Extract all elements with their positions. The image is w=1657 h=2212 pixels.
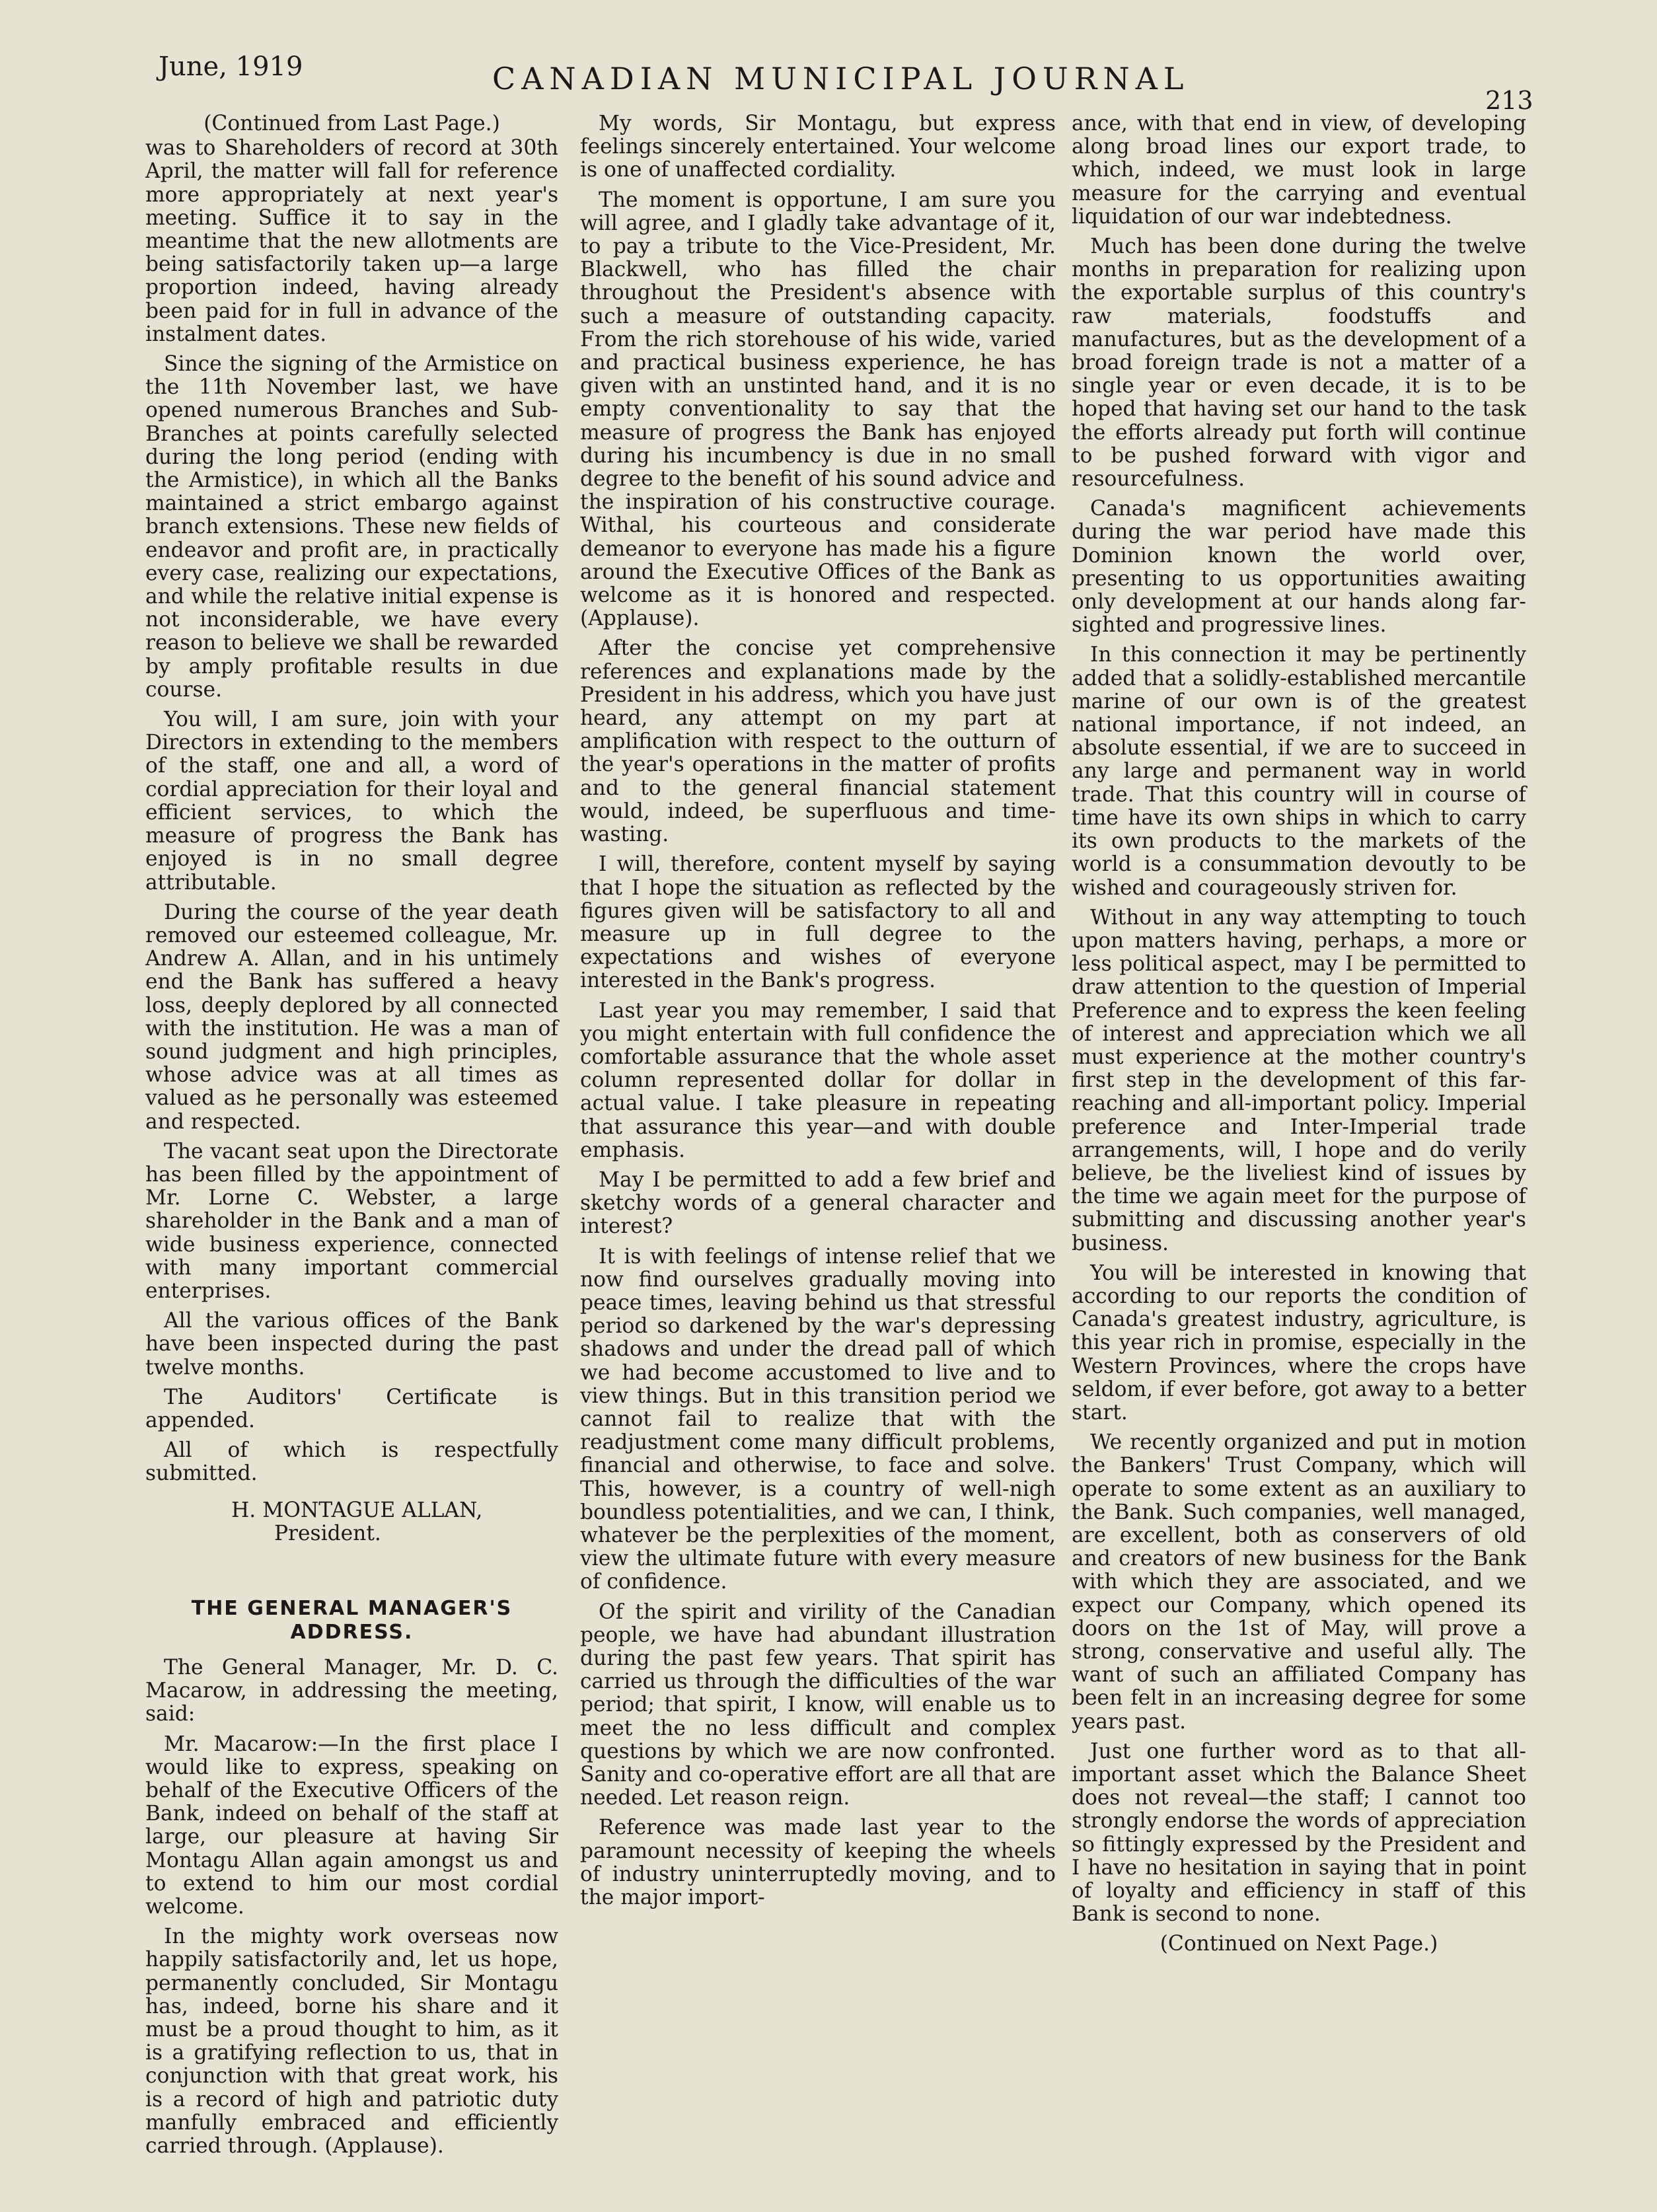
paragraph: You will, I am sure, join with your Directors in extending to the members of the staff, one and all, a word of cordial appreciation for their loyal and efficient services, to which the measure of progress the Bank has enjoyed is in no small degree attributable. (145, 708, 558, 895)
paragraph: The General Manager, Mr. D. C. Macarow, in addressing the meeting, said: (145, 1655, 558, 1726)
paragraph: Canada's magnificent achievements during the war period have made this Dominion known the world over, presenting to us opportunities awaiting only development at our hands along far-sighted and progressive lines. (1072, 497, 1526, 638)
signature-name: H. MONTAGUE ALLAN, (231, 1498, 483, 1522)
paragraph: The Auditors' Certificate is appended. (145, 1385, 558, 1432)
column-1 (145, 112, 558, 2158)
column-2 (580, 112, 1056, 1909)
issue-date: June, 1919 (159, 52, 303, 82)
continued-from-note: (Continued from Last Page.) (203, 112, 500, 135)
paragraph: was to Shareholders of record at 30th April, the matter will fall for reference more appropriately at next year's meeting. Suffice it to say in the meantime that the new allotments are being satisfactorily taken up—a large proportion indeed, having already been paid for in full in advance of the instalment dates. (145, 136, 558, 346)
paragraph: Last year you may remember, I said that you might entertain with full confidence the comfortable assurance that the whole asset column represented dollar for dollar in actual value. I take pleasure in repeating that assurance this year—and with double emphasis. (580, 998, 1056, 1162)
paragraph: Mr. Macarow:—In the first place I would like to express, speaking on behalf of the Executive Officers of the Bank, indeed on behalf of the staff at large, our pleasure at having Sir Montagu Allan again amongst us and to extend to him our most cordial welcome. (145, 1732, 558, 1919)
paragraph: Without in any way attempting to touch upon matters having, perhaps, a more or less political aspect, may I be permitted to draw attention to the question of Imperial Preference and to express the keen feeling of interest and appreciation which we all must experience at the mother country's first step in the development of this far-reaching and all-important policy. Imperial preference and Inter-Imperial trade arrangements, will, I hope and do verily believe, be the liveliest kind of issues by the time we again meet for the purpose of submitting and discussing another year's business. (1072, 905, 1526, 1255)
paragraph: Just one further word as to that all-important asset which the Balance Sheet does not reveal—the staff; I cannot too strongly endorse the words of appreciation so fittingly expressed by the President and I have no hesitation in saying that in point of loyalty and efficiency in staff of this Bank is second to none. (1072, 1739, 1526, 1927)
paragraph: We recently organized and put in motion the Bankers' Trust Company, which will operate to some extent as an auxiliary to the Bank. Such companies, well managed, are excellent, both as conservers of old and creators of new business for the Bank with which they are associated, and we expect our Company, which opened its doors on the 1st of May, will prove a strong, conservative and useful ally. The want of such an affiliated Company has been felt in an increasing degree for some years past. (1072, 1430, 1526, 1734)
paragraph: In this connection it may be pertinently added that a solidly-established mercantile marine of our own is of the greatest national importance, if not indeed, an absolute essential, if we are to succeed in any large and permanent way in world trade. That this country will in course of time have its own ships in which to carry its own products to the markets of the world is a consummation devoutly to be wished and courageously striven for. (1072, 643, 1526, 900)
signature-title: President. (274, 1521, 381, 1545)
section-heading: THE GENERAL MANAGER'S ADDRESS. (191, 1596, 513, 1644)
paragraph: During the course of the year death removed our esteemed colleague, Mr. Andrew A. Allan, and in his untimely end the Bank has suffered a heavy loss, deeply deplored by all connected with the institution. He was a man of sound judgment and high principles, whose advice was at all times as valued as he personally was esteemed and respected. (145, 900, 558, 1134)
continued-on-note: (Continued on Next Page.) (1160, 1932, 1438, 1956)
paragraph: I will, therefore, content myself by saying that I hope the situation as reflected by the figures given will be satisfactory to all and measure up in full degree to the expectations and wishes of everyone interested in the Bank's progress. (580, 852, 1056, 993)
paragraph: Of the spirit and virility of the Canadian people, we have had abundant illustration during the past few years. That spirit has carried us through the difficulties of the war period; that spirit, I know, will enable us to meet the no less difficult and complex questions by which we are now confronted. Sanity and co-operative effort are all that are needed. Let reason reign. (580, 1600, 1056, 1810)
page-number: 213 (1485, 86, 1533, 115)
paragraph: May I be permitted to add a few brief and sketchy words of a general character and interest? (580, 1167, 1056, 1239)
paragraph: The vacant seat upon the Directorate has been filled by the appointment of Mr. Lorne C. Webster, a large shareholder in the Bank and a man of wide business experience, connected with many important commercial enterprises. (145, 1139, 558, 1303)
paragraph: In the mighty work overseas now happily satisfactorily and, let us hope, permanently concluded, Sir Montagu has, indeed, borne his share and it must be a proud thought to him, as it is a gratifying reflection to us, that in conjunction with that great work, his is a record of high and patriotic duty manfully embraced and efficiently carried through. (Applause). (145, 1925, 558, 2158)
paragraph: All the various offices of the Bank have been inspected during the past twelve months. (145, 1309, 558, 1380)
paragraph: My words, Sir Montagu, but express feelings sincerely entertained. Your welcome is one of unaffected cordiality. (580, 112, 1056, 182)
journal-title: CANADIAN MUNICIPAL JOURNAL (492, 61, 1190, 96)
column-3 (1072, 112, 1526, 1956)
paragraph: All of which is respectfully submitted. (145, 1438, 558, 1486)
paragraph: After the concise yet comprehensive references and explanations made by the President in his address, which you have just heard, any attempt on my part at amplification with respect to the outturn of the year's operations in the matter of profits and to the general financial statement would, indeed, be superfluous and time-wasting. (580, 636, 1056, 847)
paragraph: Since the signing of the Armistice on the 11th November last, we have opened numerous Branches and Sub-Branches at points carefully selected during the long period (ending with the Armistice), in which all the Banks maintained a strict embargo against branch extensions. These new fields of endeavor and profit are, in practically every case, realizing our expectations, and while the relative initial expense is not inconsiderable, we have every reason to believe we shall be rewarded by amply profitable results in due course. (145, 352, 558, 702)
paragraph: You will be interested in knowing that according to our reports the condition of Canada's greatest industry, agriculture, is this year rich in promise, especially in the Western Provinces, where the crops have seldom, if ever before, got away to a better start. (1072, 1261, 1526, 1424)
paragraph: Reference was made last year to the paramount necessity of keeping the wheels of industry uninterruptedly moving, and to the major import- (580, 1816, 1056, 1910)
paragraph: Much has been done during the twelve months in preparation for realizing upon the exportable surplus of this country's raw materials, foodstuffs and manufactures, but as the development of a broad foreign trade is not a matter of a single year or even decade, it is to be hoped that having set our hand to the task the efforts already put forth will continue to be pushed forward with vigor and resourcefulness. (1072, 235, 1526, 492)
paragraph: The moment is opportune, I am sure you will agree, and I gladly take advantage of it, to pay a tribute to the Vice-President, Mr. Blackwell, who has filled the chair throughout the President's absence with such a measure of outstanding capacity. From the rich storehouse of his wide, varied and practical business experience, he has given with an unstinted hand, and it is no empty conventionality to say that the measure of progress the Bank has enjoyed during his incumbency is due in no small degree to the benefit of his sound advice and the inspiration of his constructive courage. Withal, his courteous and considerate demeanor to everyone has made his a figure around the Executive Offices of the Bank as welcome as it is honored and respected. (Applause). (580, 188, 1056, 631)
paragraph: ance, with that end in view, of developing along broad lines our export trade, to which, indeed, we must look in large measure for the carrying and eventual liquidation of our war indebtedness. (1072, 112, 1526, 229)
paragraph: It is with feelings of intense relief that we now find ourselves gradually moving into peace times, leaving behind us that stressful period so darkened by the war's depressing shadows and under the dread pall of which we had become accustomed to live and to view things. But in this transition period we cannot fail to realize that with the readjustment come many difficult problems, financial and otherwise, to face and solve. This, however, is a country of well-nigh boundless potentialities, and we can, I think, whatever be the perplexities of the moment, view the ultimate future with every measure of confidence. (580, 1244, 1056, 1594)
